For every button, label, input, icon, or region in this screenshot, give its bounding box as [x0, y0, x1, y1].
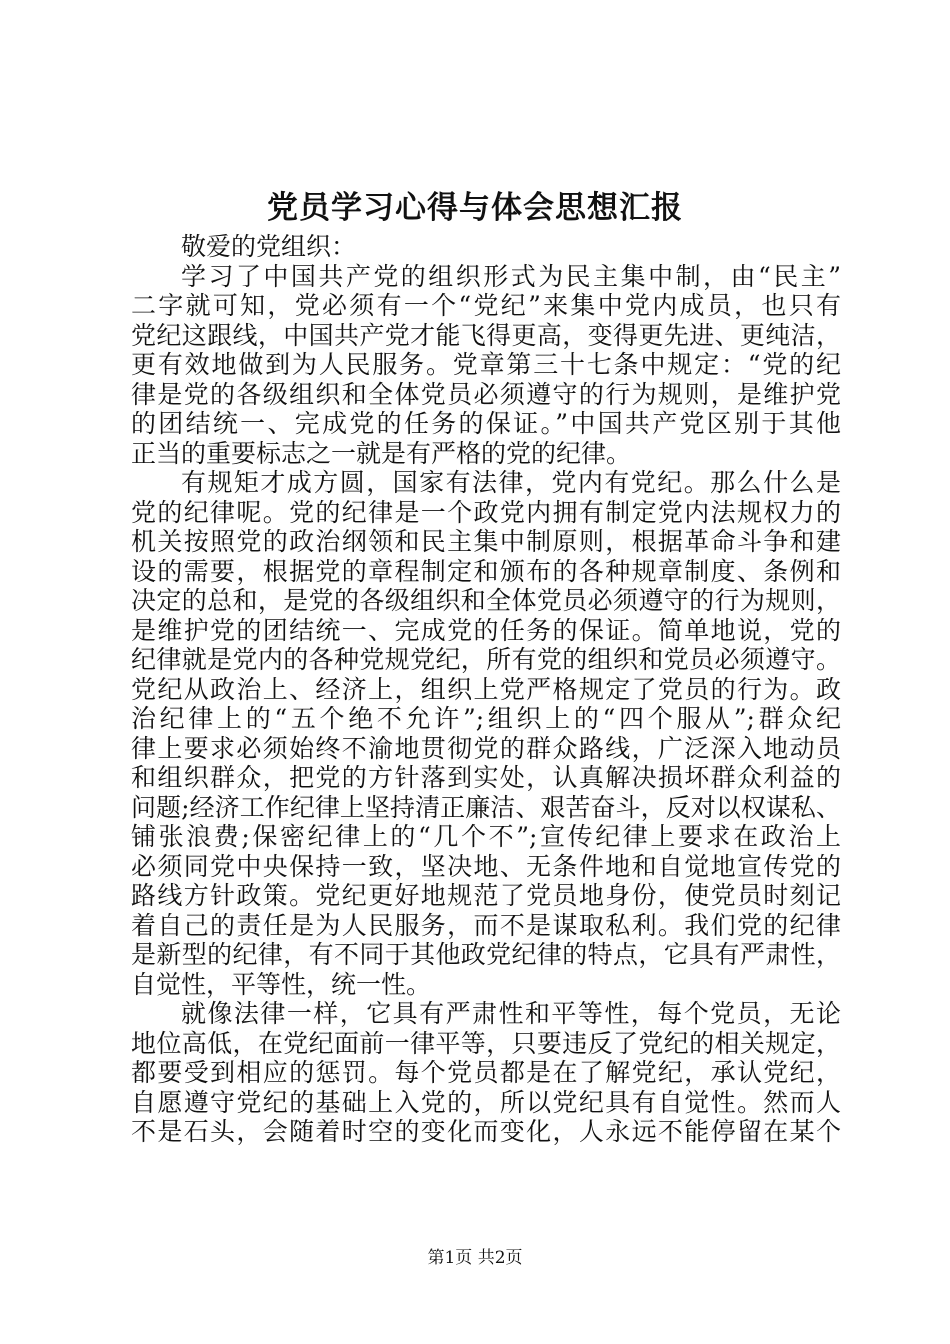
text-line: 是维护党的团结统一、完成党的任务的保证。简单地说，党的: [131, 615, 841, 645]
text-line: 党的纪律呢。党的纪律是一个政党内拥有制定党内法规权力的: [131, 497, 841, 527]
text-line: 党纪从政治上、经济上，组织上党严格规定了党员的行为。政: [131, 674, 841, 704]
text-line: 党纪这跟线，中国共产党才能飞得更高，变得更先进、更纯洁，: [131, 320, 841, 350]
text-line: 有规矩才成方圆，国家有法律，党内有党纪。那么什么是: [181, 468, 841, 497]
text-line: 自觉性，平等性，统一性。: [131, 969, 432, 999]
text-line: 是新型的纪律，有不同于其他政党纪律的特点，它具有严肃性，: [131, 940, 841, 969]
text-line: 纪律就是党内的各种党规党纪，所有党的组织和党员必须遵守。: [131, 645, 841, 674]
text-line: 正当的重要标志之一就是有严格的党的纪律。: [131, 438, 632, 468]
document-body: [131, 232, 841, 1147]
text-line: 着自己的责任是为人民服务，而不是谋取私利。我们党的纪律: [131, 910, 841, 940]
text-line: 决定的总和，是党的各级组织和全体党员必须遵守的行为规则，: [131, 586, 841, 615]
text-line: 路线方针政策。党纪更好地规范了党员地身份，使党员时刻记: [131, 881, 841, 910]
text-line: 铺张浪费;保密纪律上的“几个不”;宣传纪律上要求在政治上: [131, 822, 841, 851]
document-title: 党员学习心得与体会思想汇报: [267, 190, 683, 226]
text-line: 机关按照党的政治纲领和民主集中制原则，根据革命斗争和建: [131, 527, 841, 556]
page-number-footer: 第1页 共2页: [427, 1248, 523, 1268]
text-line: 律是党的各级组织和全体党员必须遵守的行为规则，是维护党: [131, 379, 841, 409]
text-line: 都要受到相应的惩罚。每个党员都是在了解党纪，承认党纪，: [131, 1058, 841, 1087]
text-line: 必须同党中央保持一致，坚决地、无条件地和自觉地宣传党的: [131, 851, 841, 881]
text-line: 更有效地做到为人民服务。党章第三十七条中规定：“党的纪: [131, 350, 841, 379]
text-line: 问题;经济工作纪律上坚持清正廉洁、艰苦奋斗，反对以权谋私、: [131, 792, 841, 822]
salutation-line: 敬爱的党组织：: [181, 232, 357, 261]
text-line: 设的需要，根据党的章程制定和颁布的各种规章制度、条例和: [131, 556, 841, 586]
text-line: 和组织群众，把党的方针落到实处，认真解决损坏群众利益的: [131, 763, 841, 792]
text-line: 治纪律上的“五个绝不允许”;组织上的“四个服从”;群众纪: [131, 704, 841, 733]
text-line: 不是石头，会随着时空的变化而变化，人永远不能停留在某个: [131, 1117, 841, 1146]
text-line: 就像法律一样，它具有严肃性和平等性，每个党员，无论: [181, 999, 841, 1028]
text-line: 的团结统一、完成党的任务的保证。”中国共产党区别于其他: [131, 409, 841, 438]
text-line: 学习了中国共产党的组织形式为民主集中制，由“民主”: [181, 261, 841, 291]
text-line: 二字就可知，党必须有一个“党纪”来集中党内成员，也只有: [131, 291, 841, 320]
text-line: 律上要求必须始终不渝地贯彻党的群众路线，广泛深入地动员: [131, 733, 841, 763]
text-line: 地位高低，在党纪面前一律平等，只要违反了党纪的相关规定，: [131, 1028, 841, 1058]
text-line: 自愿遵守党纪的基础上入党的，所以党纪具有自觉性。然而人: [131, 1087, 841, 1117]
